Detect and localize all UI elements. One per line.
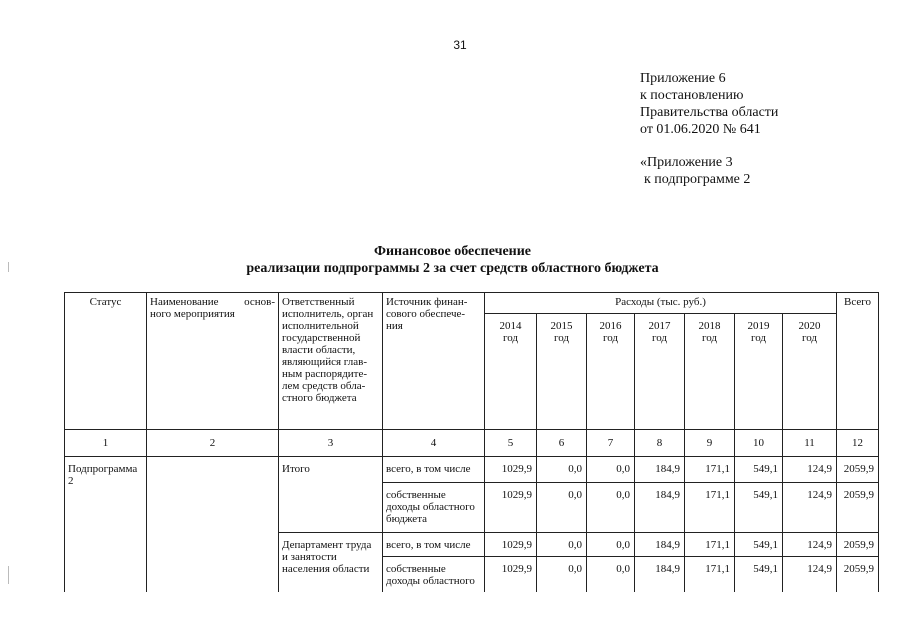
source-cell: всего, в том числе	[383, 533, 485, 557]
year-value: 2015	[550, 320, 573, 332]
total-cell: 2059,9	[837, 457, 879, 483]
header-year	[485, 314, 537, 430]
year-suffix: год	[502, 332, 519, 344]
header-executor-line: являющийся глав-	[282, 356, 367, 368]
source-cell: всего, в том числе	[383, 457, 485, 483]
column-number: 12	[837, 430, 879, 457]
header-executor-line: лем средств обла-	[282, 380, 366, 392]
page-number: 31	[453, 38, 467, 52]
value-cell: 171,1	[685, 457, 735, 483]
executor-cell: Департамент труда и занятости населения области	[279, 533, 383, 593]
value-cell: 171,1	[685, 557, 735, 593]
column-number: 8	[635, 430, 685, 457]
header-name	[147, 293, 279, 430]
header-executor-line: ным распорядите-	[282, 368, 368, 380]
header-source-line: Источник финан-	[386, 296, 468, 308]
value-cell: 549,1	[735, 533, 783, 557]
value-cell: 184,9	[635, 533, 685, 557]
value-cell: 0,0	[537, 533, 587, 557]
header-source-line: сового обеспече-	[386, 308, 466, 320]
header-expenses: Расходы (тыс. руб.)	[485, 293, 837, 314]
year-suffix: год	[602, 332, 619, 344]
value-cell: 124,9	[783, 483, 837, 533]
header-executor	[279, 293, 383, 430]
header-year	[587, 314, 635, 430]
value-cell: 549,1	[735, 483, 783, 533]
value-cell: 184,9	[635, 483, 685, 533]
header-executor-line: Ответственный	[282, 296, 355, 308]
year-value: 2014	[499, 320, 522, 332]
header-year	[685, 314, 735, 430]
header-year	[537, 314, 587, 430]
value-cell: 1029,9	[485, 457, 537, 483]
header-year	[735, 314, 783, 430]
value-cell: 124,9	[783, 457, 837, 483]
column-number: 11	[783, 430, 837, 457]
year-value: 2017	[648, 320, 671, 332]
activity-name-cell	[147, 457, 279, 593]
header-executor-line: стного бюджета	[282, 392, 357, 404]
year-suffix: год	[701, 332, 718, 344]
value-cell: 0,0	[537, 557, 587, 593]
header-executor-line: власти области,	[282, 344, 356, 356]
value-cell: 171,1	[685, 483, 735, 533]
value-cell: 184,9	[635, 457, 685, 483]
header-executor-line: государственной	[282, 332, 361, 344]
value-cell: 0,0	[587, 533, 635, 557]
header-row	[65, 293, 879, 314]
column-number-row	[65, 430, 879, 457]
executor-cell: Итого	[279, 457, 383, 533]
header-source	[383, 293, 485, 430]
column-number: 5	[485, 430, 537, 457]
column-number: 10	[735, 430, 783, 457]
appendix-line: к постановлению	[640, 88, 744, 103]
header-executor-line: исполнительной	[282, 320, 359, 332]
value-cell: 124,9	[783, 557, 837, 593]
year-value: 2019	[747, 320, 770, 332]
source-cell: собственные доходы областного бюджета	[383, 483, 485, 533]
header-year	[783, 314, 837, 430]
header-source-line: ния	[386, 320, 403, 332]
column-number: 6	[537, 430, 587, 457]
value-cell: 0,0	[537, 483, 587, 533]
column-number: 7	[587, 430, 635, 457]
year-suffix: год	[802, 332, 818, 344]
value-cell: 0,0	[537, 457, 587, 483]
value-cell: 549,1	[735, 457, 783, 483]
total-cell: 2059,9	[837, 533, 879, 557]
year-value: 2016	[599, 320, 622, 332]
value-cell: 1029,9	[485, 557, 537, 593]
table-row	[65, 457, 879, 483]
column-number: 2	[147, 430, 279, 457]
appendix-line: Правительства области	[640, 105, 779, 120]
appendix-line: «Приложение 3	[640, 155, 733, 170]
column-number: 3	[279, 430, 383, 457]
year-suffix: год	[651, 332, 668, 344]
header-status: Статус	[65, 293, 147, 430]
total-cell: 2059,9	[837, 557, 879, 593]
appendix-line: Приложение 6	[640, 71, 726, 86]
total-cell: 2059,9	[837, 483, 879, 533]
year-suffix: год	[553, 332, 570, 344]
title-line: реализации подпрограммы 2 за счет средств областного бюджета	[246, 261, 659, 276]
header-executor-line: исполнитель, орган	[282, 308, 374, 320]
year-value: 2020	[798, 320, 821, 332]
value-cell: 549,1	[735, 557, 783, 593]
header-name-line: ного мероприятия	[150, 308, 235, 320]
value-cell: 0,0	[587, 557, 635, 593]
column-number: 4	[383, 430, 485, 457]
appendix-note	[640, 70, 778, 138]
margin-mark	[8, 566, 9, 584]
header-name-line: Наименование основ-	[150, 296, 275, 308]
column-number: 9	[685, 430, 735, 457]
year-suffix: год	[750, 332, 767, 344]
header-total: Всего	[837, 293, 879, 430]
value-cell: 171,1	[685, 533, 735, 557]
value-cell: 0,0	[587, 457, 635, 483]
value-cell: 1029,9	[485, 483, 537, 533]
value-cell: 124,9	[783, 533, 837, 557]
column-number: 1	[65, 430, 147, 457]
appendix-subprogram-note	[640, 154, 750, 188]
document-title	[0, 243, 905, 277]
title-line: Финансовое обеспечение	[373, 244, 532, 259]
value-cell: 0,0	[587, 483, 635, 533]
appendix-line: от 01.06.2020 № 641	[640, 122, 761, 137]
value-cell: 1029,9	[485, 533, 537, 557]
financing-table	[64, 292, 879, 592]
source-cell: собственные доходы областного	[383, 557, 485, 593]
year-value: 2018	[698, 320, 721, 332]
value-cell: 184,9	[635, 557, 685, 593]
appendix-line: к подпрограмме 2	[644, 172, 751, 187]
status-cell: Подпрограмма 2	[65, 457, 147, 593]
header-year	[635, 314, 685, 430]
